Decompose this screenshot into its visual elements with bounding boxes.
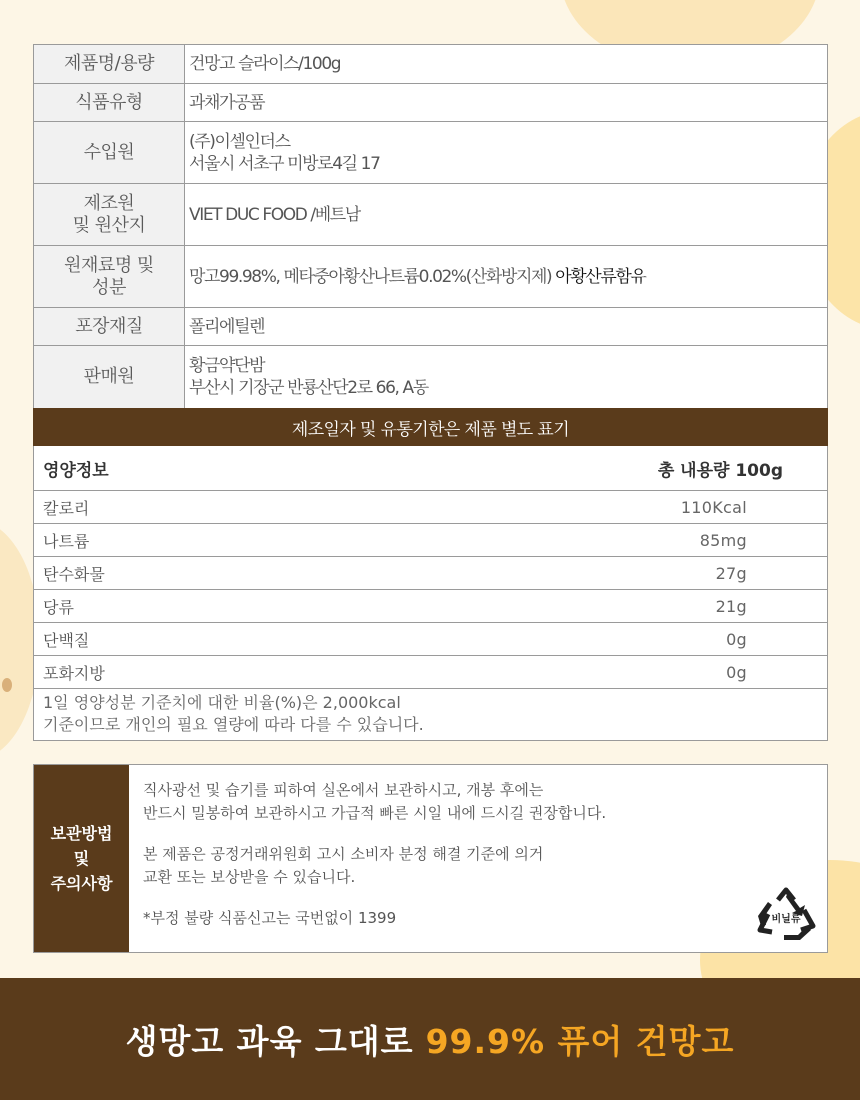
nutrition-row bbox=[34, 491, 827, 524]
info-key: 원재료명 및 성분 bbox=[34, 246, 185, 307]
decorative-seed bbox=[2, 678, 12, 692]
info-value bbox=[185, 184, 827, 245]
nutrient-name: 당류 bbox=[43, 597, 74, 617]
info-value-line bbox=[189, 266, 827, 288]
info-key: 제품명/용량 bbox=[34, 45, 185, 83]
info-key: 포장재질 bbox=[34, 308, 185, 345]
nutrient-name: 칼로리 bbox=[43, 498, 90, 518]
recycle-icon bbox=[755, 886, 817, 944]
info-row-importer bbox=[34, 122, 827, 184]
nutrition-row bbox=[34, 557, 827, 590]
nutrient-value: 85mg bbox=[699, 530, 747, 550]
ingredients-text: 망고99.98%, 메타중아황산나트륨0.02%(산화방지제) bbox=[189, 266, 552, 287]
storage-text-line: 직사광선 및 습기를 피하여 실온에서 보관하시고, 개봉 후에는 bbox=[143, 781, 544, 799]
info-row-manufacturer bbox=[34, 184, 827, 246]
info-value-line: 부산시 기장군 반룡산단2로 66, A동 bbox=[189, 378, 428, 398]
info-row-packaging bbox=[34, 308, 827, 346]
nutrition-row bbox=[34, 623, 827, 656]
storage-label: 보관방법 및 주의사항 bbox=[34, 765, 129, 952]
date-notice-bar: 제조일자 및 유통기한은 제품 별도 표기 bbox=[33, 408, 828, 446]
info-row-food-type bbox=[34, 84, 827, 122]
nutrition-note-line: 기준이므로 개인의 필요 열량에 따라 다를 수 있습니다. bbox=[43, 715, 424, 734]
nutrient-value: 110Kcal bbox=[680, 497, 747, 517]
nutrient-name: 포화지방 bbox=[43, 663, 105, 683]
report-hotline-text: *부정 불량 식품신고는 국번없이 1399 bbox=[143, 909, 397, 927]
nutrient-name: 단백질 bbox=[43, 630, 90, 650]
nutrition-header bbox=[34, 446, 827, 491]
nutrition-title: 영양정보 bbox=[43, 460, 109, 481]
nutrient-name: 나트륨 bbox=[43, 531, 90, 551]
info-value bbox=[185, 84, 827, 121]
storage-text-line: 반드시 밀봉하여 보관하시고 가급적 빠른 시일 내에 드시길 권장합니다. bbox=[143, 804, 607, 822]
storage-caution-box bbox=[33, 764, 828, 953]
info-key: 판매원 bbox=[34, 346, 185, 408]
slogan bbox=[126, 1016, 735, 1063]
nutrition-row bbox=[34, 656, 827, 689]
footer-banner bbox=[0, 978, 860, 1100]
info-key: 식품유형 bbox=[34, 84, 185, 121]
info-value-line: (주)이셀인더스 bbox=[189, 131, 290, 152]
nutrient-value: 27g bbox=[715, 563, 747, 583]
info-value-line: 과채가공품 bbox=[189, 92, 265, 113]
info-value-line: VIET DUC FOOD /베트남 bbox=[189, 204, 360, 225]
nutrition-total: 총 내용량 100g bbox=[657, 460, 783, 481]
info-row-seller bbox=[34, 346, 827, 408]
info-key: 제조원 및 원산지 bbox=[34, 184, 185, 245]
info-row-ingredients bbox=[34, 246, 827, 308]
nutrition-note bbox=[34, 689, 827, 740]
recycle-label: 비닐류 bbox=[771, 914, 801, 925]
nutrition-row bbox=[34, 524, 827, 557]
nutrition-note-line: 1일 영양성분 기준치에 대한 비율(%)은 2,000kcal bbox=[43, 693, 401, 712]
info-value bbox=[185, 246, 827, 307]
info-value-line: 건망고 슬라이스/100g bbox=[189, 54, 341, 74]
nutrient-value: 0g bbox=[726, 629, 747, 649]
info-value bbox=[185, 346, 827, 408]
info-value-line: 서울시 서초구 미방로4길 17 bbox=[189, 153, 380, 174]
info-value-line: 황금약단밤 bbox=[189, 356, 265, 376]
info-row-product-name bbox=[34, 45, 827, 84]
storage-text-line: 본 제품은 공정거래위원회 고시 소비자 분정 해결 기준에 의거 bbox=[143, 845, 544, 863]
info-value-line: 폴리에틸렌 bbox=[189, 316, 265, 337]
info-value bbox=[185, 45, 827, 83]
info-value bbox=[185, 122, 827, 183]
info-key: 수입원 bbox=[34, 122, 185, 183]
info-value bbox=[185, 308, 827, 345]
nutrition-row bbox=[34, 590, 827, 623]
nutrient-value: 21g bbox=[715, 596, 747, 616]
slogan-part-2: 99.9% 퓨어 건망고 bbox=[425, 1021, 735, 1061]
nutrient-name: 탄수화물 bbox=[43, 564, 105, 584]
allergen-emphasis: 아황산류함유 bbox=[551, 266, 646, 287]
product-info-table bbox=[33, 44, 828, 409]
nutrient-value: 0g bbox=[726, 662, 747, 682]
nutrition-table bbox=[33, 446, 828, 741]
slogan-part-1: 생망고 과육 그대로 bbox=[125, 1021, 414, 1061]
storage-body bbox=[129, 765, 827, 952]
storage-text-line: 교환 또는 보상받을 수 있습니다. bbox=[143, 868, 356, 886]
